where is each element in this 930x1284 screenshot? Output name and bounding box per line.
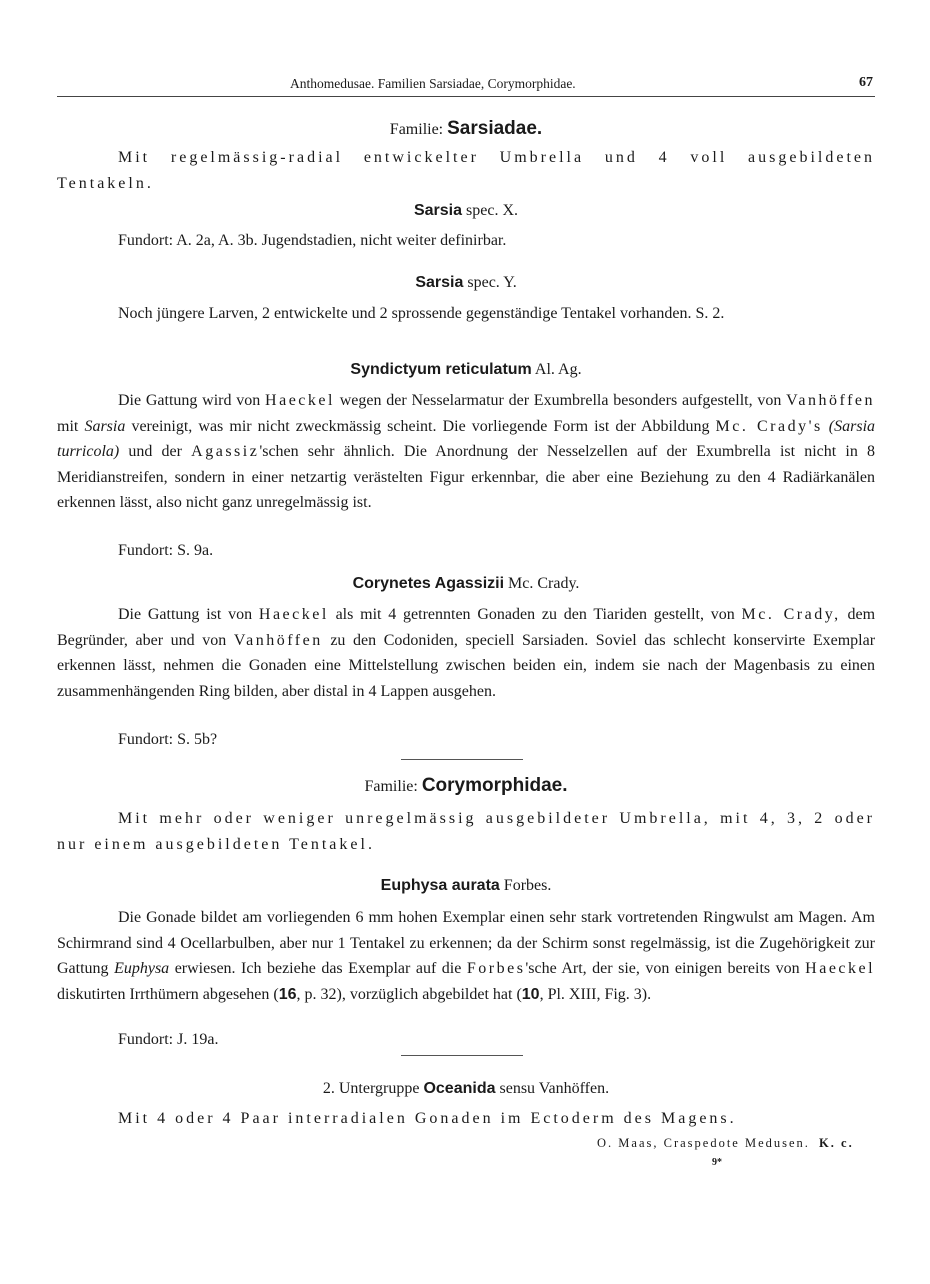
species-heading-sarsia-x — [57, 198, 875, 224]
person-name-haeckel: Haeckel — [265, 392, 335, 409]
fundort-euphysa: Fundort: J. 19a. — [118, 1031, 219, 1048]
text-run: mit — [57, 417, 79, 435]
section-divider — [401, 1055, 523, 1056]
person-name-vanhoeffen: Vanhöffen — [233, 631, 323, 649]
species-author: Forbes. — [503, 877, 552, 894]
family-heading-corymorphidae — [57, 773, 875, 800]
species-heading-corynetes — [57, 571, 875, 597]
signature: O. Maas, Craspedote Medusen. — [597, 1136, 810, 1150]
text-run: Die Gattung ist von — [118, 606, 253, 623]
synonym-italic: (Sarsia turricola) — [57, 417, 876, 460]
species-author: Al. Ag. — [534, 361, 582, 378]
subgroup-prefix: 2. Untergruppe — [322, 1080, 420, 1097]
subgroup-name: Oceanida — [423, 1080, 496, 1097]
text-run: diskutirten Irrthümern abgesehen ( — [57, 985, 279, 1003]
species-name: Euphysa aurata — [380, 877, 500, 894]
text-run: , Pl. XIII, Fig. 3). — [539, 985, 652, 1003]
genus-name: Sarsia — [415, 274, 464, 291]
subgroup-heading-oceanida — [57, 1076, 875, 1102]
sheet-mark: 9* — [712, 1157, 722, 1168]
section-divider — [401, 759, 523, 760]
reference-number: 16 — [278, 985, 297, 1003]
signature-mark: K. c. — [819, 1136, 854, 1150]
species-name: Corynetes Agassizii — [352, 575, 505, 592]
signature-line — [597, 1136, 854, 1151]
text-run: als mit 4 getrennten Gonaden zu den Tiariden gestellt, von — [335, 606, 735, 623]
text-run: , p. 32), vorzüglich abgebildet hat ( — [296, 985, 522, 1003]
corynetes-paragraph — [57, 602, 875, 704]
sarsia-y-text: Noch jüngere Larven, 2 entwickelte und 2 sprossende gegenständige Tentakel vorhanden. S. 2. — [118, 305, 725, 322]
running-title: Anthomedusae. Familien Sarsiadae, Corymorphidae. — [290, 76, 576, 91]
genus-italic: Sarsia — [84, 417, 126, 435]
species-heading-syndictyum — [57, 357, 875, 383]
text-run: 'schen sehr ähnlich. Die Anordnung der Nesselzellen auf der Exumbrella ist nicht in 8 Meridianstreifen, sondern in einer netzartig verästelten Figur erkennbar, die aber eine Beziehung zu den 4 Radiärkanälen erkennen lässt, also nicht ganz unregelmässig ist. — [57, 443, 876, 511]
text-run: Die Gattung wird von — [118, 392, 261, 409]
family-name: Corymorphidae. — [421, 775, 568, 796]
subgroup-description — [118, 1106, 878, 1132]
family-heading-prefix: Familie: — [364, 778, 418, 795]
family-description-corymorphidae: Mit mehr oder weniger unregelmässig ausgebildeter Umbrella, mit 4, 3, 2 oder nur einem ausgebildeten Tentakel. — [57, 810, 875, 853]
person-name-mccrady: Mc. Crady's — [715, 417, 823, 435]
family-name: Sarsiadae. — [447, 118, 543, 139]
text-run: Die Gonade bildet am vorliegenden 6 mm hohen Exemplar einen sehr stark vortretenden Ringwulst am Magen. Am Schirmrand sind 4 Ocellarbulben, aber nur 1 Tentakel zu erkennen; da der Schirm sonst regelmässig, ist die Zugehörigkeit zur Gattung — [57, 909, 875, 977]
person-name-haeckel: Haeckel — [258, 606, 329, 623]
reference-number: 10 — [521, 985, 540, 1003]
text-run: zu den Codoniden, speciell Sarsiaden. Soviel das schlecht konservirte Exemplar erkennen lässt, nehmen die Gonaden eine Mittelstellung zwischen beiden ein, indem sie nach der Magenbasis zu einen zusammenhängenden Ring bilden, aber distal in 4 Lappen ausgehen. — [57, 631, 876, 700]
person-name-agassiz: Agassiz — [191, 443, 260, 460]
species-heading-sarsia-y — [57, 270, 875, 296]
genus-name: Sarsia — [413, 202, 463, 219]
person-name-vanhoeffen: Vanhöffen — [786, 392, 875, 409]
person-name-mccrady: Mc. Crady, — [741, 606, 841, 623]
genus-italic: Euphysa — [114, 960, 170, 977]
page-number: 67 — [859, 75, 873, 90]
person-name-forbes: Forbes — [466, 960, 526, 977]
syndictyum-paragraph — [57, 388, 875, 516]
subgroup-suffix: sensu Vanhöffen. — [499, 1080, 610, 1097]
fundort-corynetes: Fundort: S. 5b? — [118, 731, 218, 748]
text-run: dem Begründer, aber und von — [57, 606, 876, 649]
text-run: und der — [128, 443, 182, 460]
family-heading-prefix: Familie: — [389, 121, 444, 138]
fundort-syndictyum: Fundort: S. 9a. — [118, 542, 214, 559]
text-run: 'sche Art, der sie, von einigen bereits von — [525, 960, 800, 977]
sarsia-x-text: Fundort: A. 2a, A. 3b. Jugendstadien, nicht weiter definirbar. — [118, 232, 507, 249]
euphysa-paragraph — [57, 905, 875, 1007]
family-heading-sarsiadae — [57, 116, 875, 143]
text-run: vereinigt, was mir nicht zweckmässig scheint. Die vorliegende Form ist der Abbildung — [131, 417, 710, 435]
species-name: Syndictyum reticulatum — [350, 361, 532, 378]
running-header — [57, 76, 875, 97]
species-rest: spec. Y. — [467, 274, 517, 291]
species-rest: spec. X. — [466, 202, 519, 219]
text-run: wegen der Nesselarmatur der Exumbrella besonders aufgestellt, von — [339, 392, 782, 409]
family-description-sarsiadae: Mit regelmässig-radial entwickelter Umbrella und 4 voll ausgebildeten Tentakeln. — [57, 149, 875, 192]
subgroup-description-text: Mit 4 oder 4 Paar interradialen Gonaden im Ectoderm des Magens. — [118, 1110, 737, 1127]
text-run: erwiesen. Ich beziehe das Exemplar auf die — [174, 960, 462, 977]
person-name-haeckel: Haeckel — [805, 960, 876, 977]
species-author: Mc. Crady. — [508, 575, 580, 592]
species-heading-euphysa — [57, 873, 875, 899]
